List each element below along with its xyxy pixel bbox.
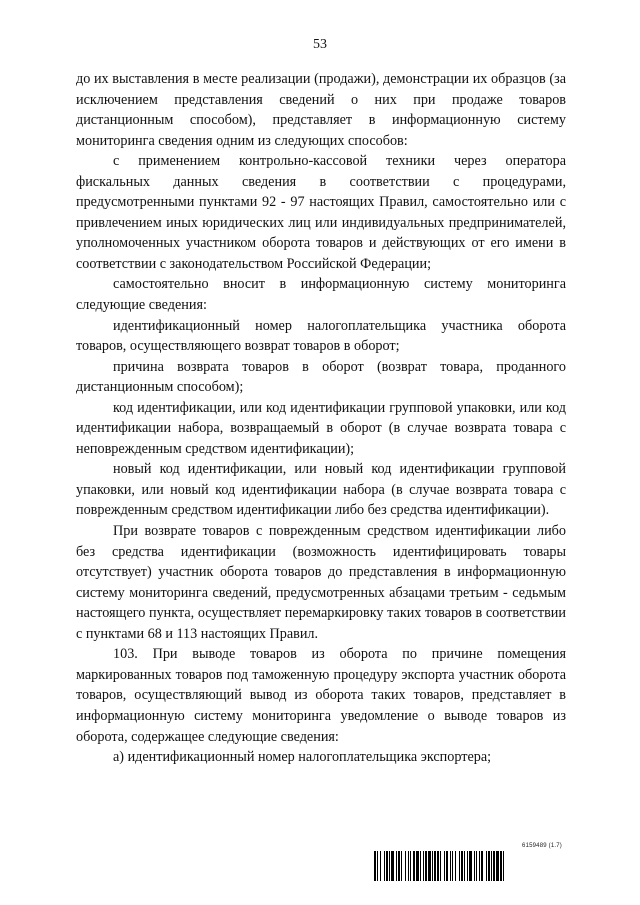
document-code: 6159489 (1.7) (522, 843, 562, 849)
paragraph-remarking: При возврате товаров с поврежденным средством идентификации либо без средства идентификации (возможность идентифицировать товары отсутствует) участник оборота товаров до представления в информационную систему мониторинга сведений, предусмотренных абзацами третьим - седьмым настоящего пункта, осуществляет перемаркировку таких товаров в соответствии с пунктами 68 и 113 настоящих Правил. (76, 523, 566, 642)
paragraph-new-identification-code: новый код идентификации, или новый код идентификации групповой упаковки, или новый код идентификации набора (в случае возврата товара с поврежденным средством идентификации либо без средства идентификации). (76, 461, 566, 519)
paragraph-identification-code: код идентификации, или код идентификации групповой упаковки, или код идентификации набора, возвращаемый в оборот (в случае возврата товара с неповрежденным средством идентификации); (76, 399, 566, 457)
page-number: 53 (313, 37, 327, 52)
document-body (76, 69, 566, 768)
paragraph-method-self-entry: самостоятельно вносит в информационную систему мониторинга следующие сведения: (76, 276, 566, 314)
paragraph-clause-103: 103. При выводе товаров из оборота по причине помещения маркированных товаров под таможенную процедуру экспорта участник оборота товаров, осуществляющий вывод из оборота таких товаров, представляет в информационную систему мониторинга уведомление о выводе товаров из оборота, содержащее следующие сведения: (76, 646, 566, 745)
barcode (374, 851, 564, 881)
paragraph-continuation: до их выставления в месте реализации (продажи), демонстрации их образцов (за исключением представления сведений о них при продаже товаров дистанционным способом), представляет в информационную систему мониторинга сведения одним из следующих способов: (76, 71, 566, 149)
paragraph-item-a: а) идентификационный номер налогоплательщика экспортера; (113, 749, 492, 766)
paragraph-taxpayer-number: идентификационный номер налогоплательщика участника оборота товаров, осуществляющего возврат товаров в оборот; (76, 317, 566, 355)
paragraph-method-cash-register: с применением контрольно-кассовой техники через оператора фискальных данных сведения в соответствии с процедурами, предусмотренными пунктами 92 - 97 настоящих Правил, самостоятельно или с привлечением иных юридических лиц или индивидуальных предпринимателей, уполномоченных участником оборота товаров и действующих от его имени в соответствии с законодательством Российской Федерации; (76, 153, 566, 272)
paragraph-return-reason: причина возврата товаров в оборот (возврат товара, проданного дистанционным способом); (76, 358, 566, 396)
